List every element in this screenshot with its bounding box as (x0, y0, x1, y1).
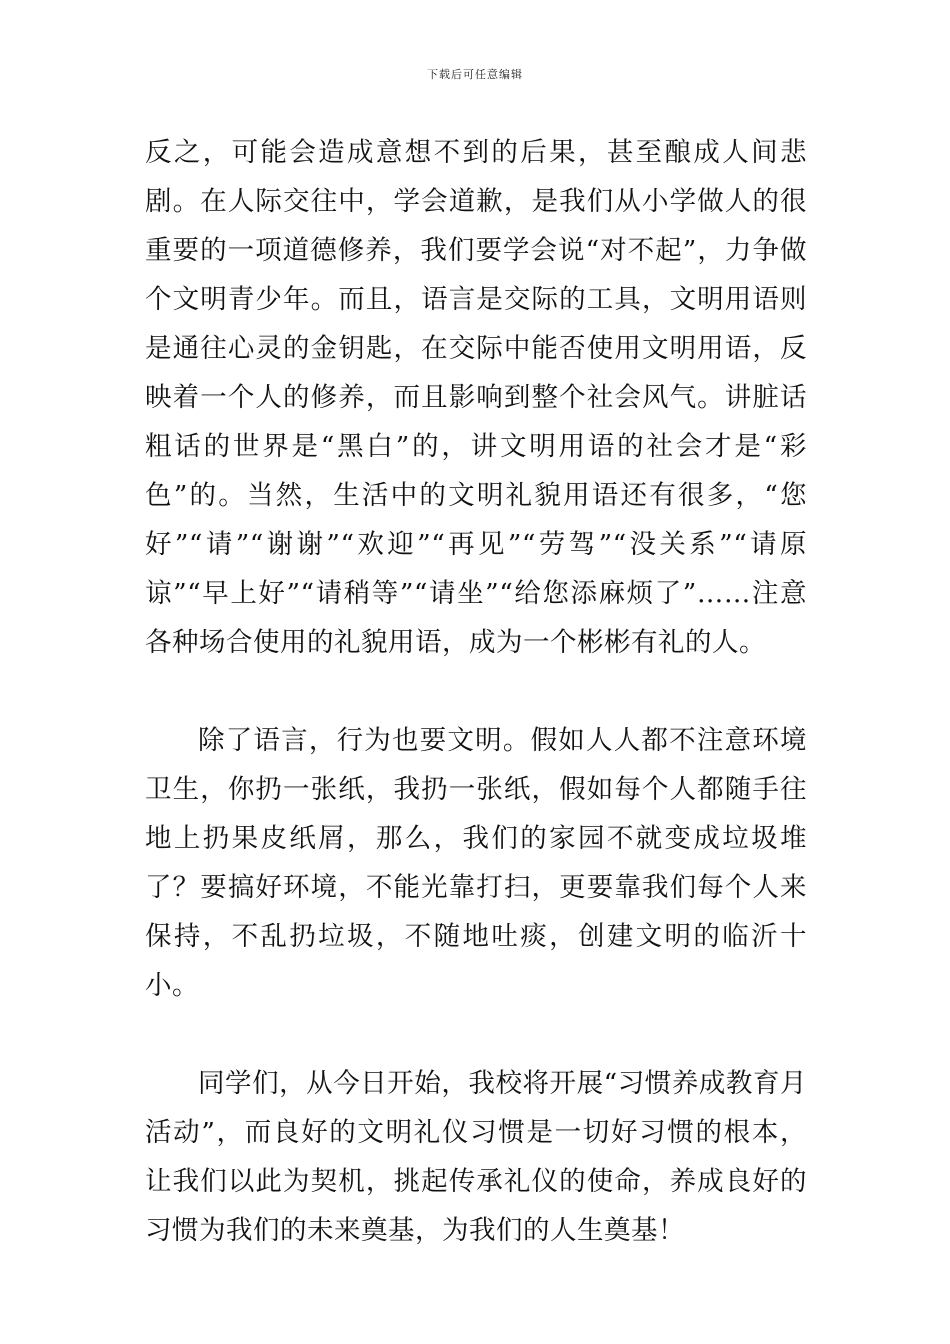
paragraph-3: 同学们，从今日开始，我校将开展“习惯养成教育月活动”，而良好的文明礼仪习惯是一切好习惯的根本，让我们以此为契机，挑起传承礼仪的使命，养成良好的习惯为我们的未来奠基，为我们的人生奠基！ (145, 1068, 807, 1246)
paragraph-1: 反之，可能会造成意想不到的后果，甚至酿成人间悲剧。在人际交往中，学会道歉，是我们从小学做人的很重要的一项道德修养，我们要学会说“对不起”，力争做个文明青少年。而且，语言是交际的工具，文明用语则是通往心灵的金钥匙，在交际中能否使用文明用语，反映着一个人的修养，而且影响到整个社会风气。讲脏话粗话的世界是“黑白”的，讲文明用语的社会才是“彩色”的。当然，生活中的文明礼貌用语还有很多，“您好”“请”“谢谢”“欢迎”“再见”“劳驾”“没关系”“请原谅”“早上好”“请稍等”“请坐”“给您添麻烦了”……注意各种场合使用的礼貌用语，成为一个彬彬有礼的人。 (145, 137, 807, 658)
header-note: 下载后可任意编辑 (427, 68, 523, 81)
paragraph-2: 除了语言，行为也要文明。假如人人都不注意环境卫生，你扔一张纸，我扔一张纸，假如每个人都随手往地上扔果皮纸屑，那么，我们的家园不就变成垃圾堆了？要搞好环境，不能光靠打扫，更要靠我们每个人来保持，不乱扔垃圾，不随地吐痰，创建文明的临沂十小。 (145, 725, 807, 1001)
document-body (145, 128, 807, 1255)
